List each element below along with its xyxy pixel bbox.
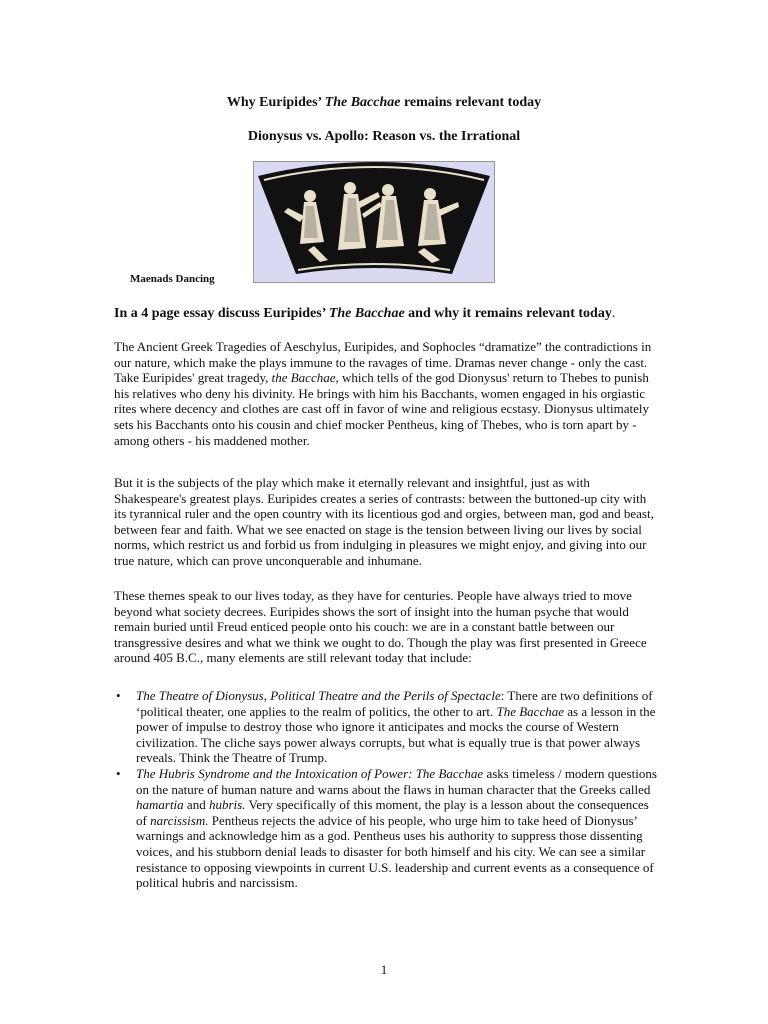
page-number: 1 [380,962,388,977]
list-item [114,766,659,891]
paragraph-contrasts: But it is the subjects of the play which make it eternally relevant and insightful, just as with Shakespeare's greatest plays. Euripides creates a series of contrasts: between the buttoned-up city with its tyrannical ruler and the open country with its licentious god and orgies, between man, god and beast, between fear and faith. What we see enacted on stage is the tension between living our lives by social norms, which restrict us and forbid us from indulging in pleasures we might enjoy, and giving into our true nature, which can prove unconquerable and inhumane. [114,475,654,568]
list-item [114,688,659,766]
bullet-heading: The Hubris Syndrome and the Intoxication of Power: The Bacchae [136,765,484,781]
paragraph-intro-part-a: The Ancient Greek Tragedies of Aeschylus, Euripides, and Sophocles “dramatize” the contradictions in our nature, which make the plays immune to the ravages of time. Dramas never change - only the cast. Take Euripides' great tragedy, [114,339,652,386]
bullet-symbol: • [116,765,121,781]
title-play-name: The Bacchae [324,95,401,110]
paragraph-themes: These themes speak to our lives today, as they have for centuries. People have always tried to move beyond what society decrees. Euripides shows the sort of insight into the human psyche that would remain buried until Freud enticed people onto his couch: we are in a constant battle between our transgressive desires and what we think we ought to do. Though the play was first presented in Greece around 405 B.C., many elements are still relevant today that include: [114,588,647,666]
paragraph-intro-play-name: the Bacchae, [271,370,339,386]
bullet-text: asks timeless / modern questions on the nature of human nature and warns about the flaws in human character that the Greeks called [136,765,657,797]
prompt-prefix: In a 4 page essay discuss Euripides’ [114,306,329,321]
vase-painting-image [254,162,494,282]
bullet-text: and [183,797,209,813]
bullet-text: as a lesson in the power of impulse to destroy those who ignore it anticipates and mocks the course of Western civilization. The cliche says power always corrupts, but what is equally true is that power always reveals. Think the Theatre of Trump. [136,703,656,766]
bullet-play-name: The Bacchae [496,703,564,719]
page-title [0,94,768,112]
prompt-play-name: The Bacchae [328,306,405,321]
bullet-text: Very specifically of this moment, the play is a lesson about the consequences of [136,797,649,828]
relevance-list [114,688,659,891]
paragraph-intro [114,339,659,448]
term-hubris: hubris. [208,797,246,813]
term-hamartia: hamartia [136,797,184,813]
bullet-heading: The Theatre of Dionysus, Political Theatre and the Perils of Spectacle [136,688,501,703]
title-prefix: Why Euripides’ [226,95,325,110]
title-suffix: remains relevant today [400,95,542,110]
page-subtitle: Dionysus vs. Apollo: Reason vs. the Irrational [247,129,521,144]
term-narcissism: narcissism. [150,812,209,828]
figure-caption: Maenads Dancing [130,273,215,285]
prompt-suffix: and why it remains relevant today [404,306,612,321]
maenads-vase-illustration [253,161,495,283]
bullet-text: Pentheus rejects the advice of his people, who urge him to take heed of Dionysus’ warnings and acknowledge him as a god. Pentheus uses his authority to suppress those dissenting voices, and his stubborn denial leads to disaster for both himself and his city. We can see a similar resistance to opposing viewpoints in current U.S. leadership and current events as a consequence of political hubris and narcissism. [136,812,654,891]
bullet-text: : There are two definitions of ‘political theater, one applies to the realm of politics, the other to art. [136,688,653,719]
essay-prompt [114,305,674,323]
bullet-symbol: • [116,688,121,703]
paragraph-intro-part-b: which tells of the god Dionysus' return to Thebes to punish his relatives who deny his divinity. He brings with him his Bacchants, women engaged in his orgiastic rites where decency and clothes are cast off in favor of wine and religious ecstasy. Dionysus ultimately sets his Bacchants onto his cousin and chief mocker Pentheus, king of Thebes, who is torn apart by - among others - his maddened mother. [114,370,649,448]
prompt-period: . [611,306,616,321]
